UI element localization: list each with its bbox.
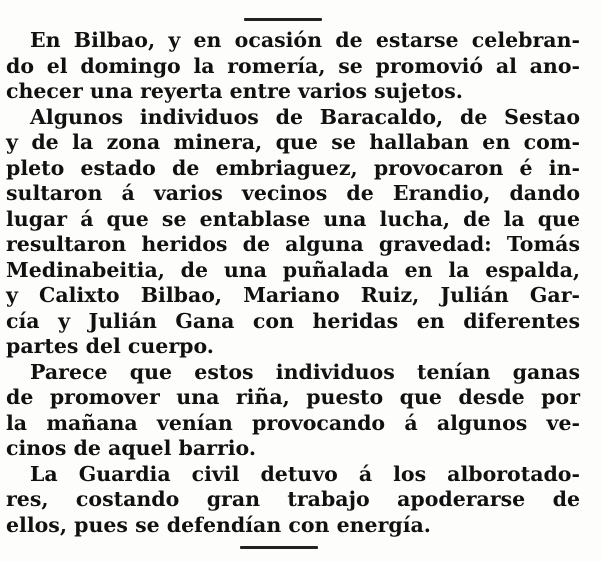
text-line: lugar á que se entablase una lucha, de la que — [6, 206, 580, 231]
text-line: res, costando gran trabajo apoderarse de — [6, 487, 580, 511]
bottom-divider-rule — [240, 546, 318, 549]
paragraph-4 — [6, 462, 580, 539]
text-line: cinos de aquel barrio. — [6, 436, 256, 460]
text-line: ellos, pues se defendían con energía. — [6, 512, 431, 537]
text-line: La Guardia civil detuvo á los alborotado- — [30, 461, 580, 486]
text-line: la mañana venían provocando á algunos ve- — [6, 410, 580, 435]
text-line: checer una reyerta entre varios sujetos. — [6, 79, 463, 103]
text-line: cía y Julián Gana con heridas en diferentes — [6, 308, 580, 333]
text-line: Parece que estos individuos tenían ganas — [30, 359, 580, 384]
text-line: y de la zona minera, que se hallaban en com- — [6, 130, 580, 154]
text-line: pleto estado de embriaguez, provocaron é in- — [6, 155, 580, 180]
text-line: resultaron heridos de alguna gravedad: Tomás — [6, 232, 580, 256]
top-divider-rule — [244, 18, 322, 21]
paragraph-1 — [6, 28, 580, 105]
text-line: En Bilbao, y en ocasión de estarse celebran- — [30, 28, 580, 52]
text-line: Medinabeitia, de una puñalada en la espalda, — [6, 257, 580, 282]
text-line: y Calixto Bilbao, Mariano Ruiz, Julián Gar- — [6, 283, 580, 307]
article-column — [6, 28, 580, 538]
text-line: de promover una riña, puesto que desde por — [6, 385, 580, 409]
paragraph-3 — [6, 360, 580, 462]
paragraph-2 — [6, 105, 580, 360]
text-line: sultaron á varios vecinos de Erandio, dando — [6, 181, 580, 205]
text-line: Algunos individuos de Baracaldo, de Sestao — [30, 104, 580, 129]
text-line: do el domingo la romería, se promovió al ano- — [6, 53, 580, 78]
text-line: partes del cuerpo. — [6, 334, 214, 358]
